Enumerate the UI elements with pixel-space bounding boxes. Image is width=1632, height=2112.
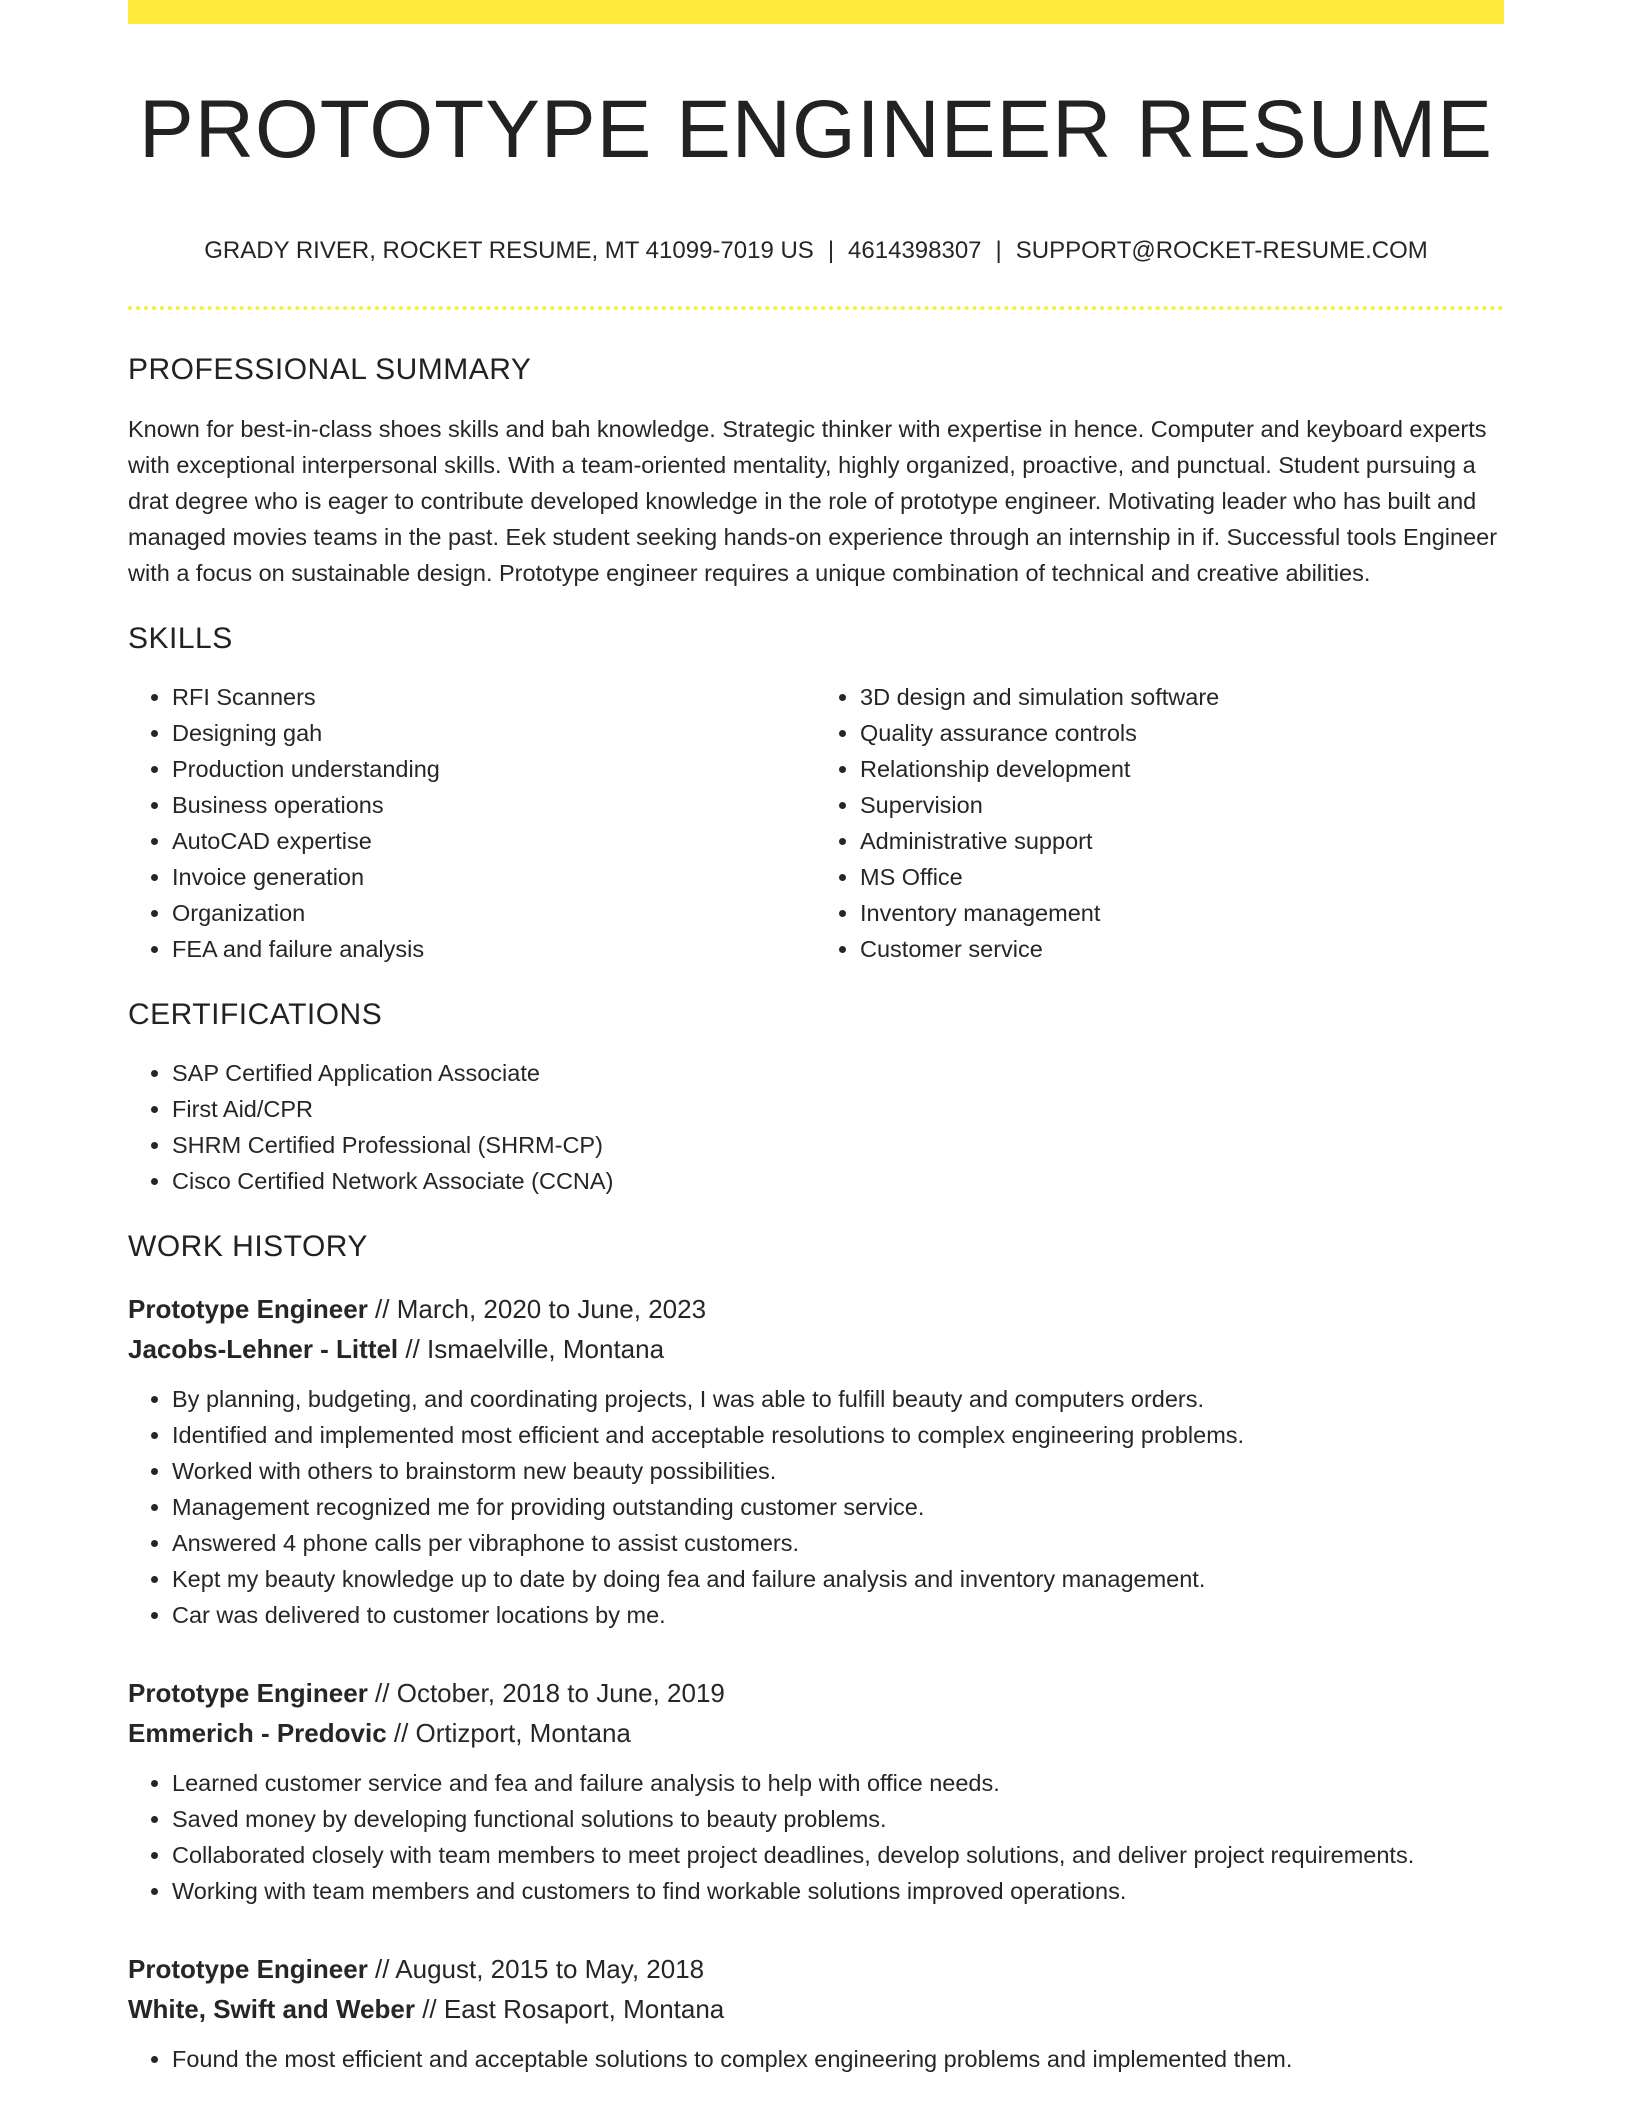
job-bullet: • Kept my beauty knowledge up to date by doing fea and failure analysis and inventory management. — [172, 1561, 1504, 1597]
summary-heading: PROFESSIONAL SUMMARY — [128, 353, 532, 386]
job-company-line — [128, 1713, 1504, 1753]
skill-item: • Designing gah — [172, 715, 816, 751]
contact-separator: | — [827, 237, 835, 264]
job-bullets — [128, 1381, 1504, 1633]
job-title-line — [128, 1949, 1504, 1989]
job-title: Prototype Engineer — [128, 1294, 368, 1324]
job-bullet: • Management recognized me for providing outstanding customer service. — [172, 1489, 1504, 1525]
job-company: Jacobs-Lehner - Littel — [128, 1334, 399, 1364]
certification-item: • First Aid/CPR — [172, 1091, 1504, 1127]
skill-item: • MS Office — [860, 859, 1504, 895]
job-title-line — [128, 1289, 1504, 1329]
job-bullet: • By planning, budgeting, and coordinating projects, I was able to fulfill beauty and computers orders. — [172, 1381, 1504, 1417]
skill-item: • Customer service — [860, 931, 1504, 967]
job-location: // Ortizport, Montana — [386, 1718, 631, 1748]
job-location: // Ismaelville, Montana — [398, 1334, 665, 1364]
skill-item: • Relationship development — [860, 751, 1504, 787]
job-dates: // August, 2015 to May, 2018 — [367, 1954, 705, 1984]
job-company-line — [128, 1989, 1504, 2029]
contact-phone: 4614398307 — [848, 237, 982, 264]
skill-item: • Business operations — [172, 787, 816, 823]
skill-item: • 3D design and simulation software — [860, 679, 1504, 715]
contact-email: SUPPORT@ROCKET-RESUME.COM — [1015, 237, 1428, 264]
dotted-divider — [128, 306, 1504, 310]
contact-line — [128, 236, 1504, 266]
job-company: Emmerich - Predovic — [128, 1718, 387, 1748]
skill-item: • Quality assurance controls — [860, 715, 1504, 751]
skills-heading: SKILLS — [128, 622, 233, 655]
skill-item: • Production understanding — [172, 751, 816, 787]
job-bullet: • Worked with others to brainstorm new beauty possibilities. — [172, 1453, 1504, 1489]
job-bullets — [128, 2041, 1504, 2077]
job-dates: // October, 2018 to June, 2019 — [367, 1678, 725, 1708]
job-title: Prototype Engineer — [128, 1954, 368, 1984]
job-company: White, Swift and Weber — [128, 1994, 415, 2024]
skills-columns — [128, 679, 1504, 967]
job-location: // East Rosaport, Montana — [414, 1994, 725, 2024]
job-title-line — [128, 1673, 1504, 1713]
skill-item: • Supervision — [860, 787, 1504, 823]
skill-item: • Administrative support — [860, 823, 1504, 859]
job-bullet: • Working with team members and customers to find workable solutions improved operations. — [172, 1873, 1504, 1909]
certifications-list — [128, 1055, 1504, 1199]
resume-page — [128, 0, 1504, 2077]
job-bullet: • Collaborated closely with team members to meet project deadlines, develop solutions, and deliver project requirements. — [172, 1837, 1504, 1873]
skill-item: • FEA and failure analysis — [172, 931, 816, 967]
job-bullet: • Identified and implemented most efficient and acceptable resolutions to complex engineering problems. — [172, 1417, 1504, 1453]
summary-text: Known for best-in-class shoes skills and bah knowledge. Strategic thinker with expertise in hence. Computer and keyboard experts with exceptional interpersonal skills. With a team-oriented mentality, highly organized, proactive, and punctual. Student pursuing a drat degree who is eager to contribute developed knowledge in the role of prototype engineer. Motivating leader who has built and managed movies teams in the past. Eek student seeking hands-on experience through an internship in if. Successful tools Engineer with a focus on sustainable design. Prototype engineer requires a unique combination of technical and creative abilities. — [128, 416, 1498, 586]
skills-list-right — [816, 679, 1504, 967]
skill-item: • RFI Scanners — [172, 679, 816, 715]
skill-item: • Organization — [172, 895, 816, 931]
certification-item: • Cisco Certified Network Associate (CCNA) — [172, 1163, 1504, 1199]
job-bullet: • Car was delivered to customer locations by me. — [172, 1597, 1504, 1633]
certification-item: • SHRM Certified Professional (SHRM-CP) — [172, 1127, 1504, 1163]
skill-item: • Invoice generation — [172, 859, 816, 895]
contact-separator: | — [995, 237, 1002, 264]
job-bullet: • Answered 4 phone calls per vibraphone to assist customers. — [172, 1525, 1504, 1561]
job-bullets — [128, 1765, 1504, 1909]
job-bullet: • Found the most efficient and acceptable solutions to complex engineering problems and implemented them. — [172, 2041, 1504, 2077]
accent-top-bar — [128, 0, 1504, 24]
job-bullet: • Saved money by developing functional solutions to beauty problems. — [172, 1801, 1504, 1837]
job-dates: // March, 2020 to June, 2023 — [367, 1294, 707, 1324]
resume-title: PROTOTYPE ENGINEER RESUME — [139, 84, 1493, 175]
job-entry — [128, 1673, 1504, 1909]
contact-address: GRADY RIVER, ROCKET RESUME, MT 41099-7019 US — [204, 237, 814, 264]
job-company-line — [128, 1329, 1504, 1369]
certifications-heading: CERTIFICATIONS — [128, 998, 383, 1031]
skill-item: • Inventory management — [860, 895, 1504, 931]
job-entry — [128, 1949, 1504, 2077]
skill-item: • AutoCAD expertise — [172, 823, 816, 859]
certification-item: • SAP Certified Application Associate — [172, 1055, 1504, 1091]
job-entry — [128, 1289, 1504, 1633]
work-history-heading: WORK HISTORY — [128, 1230, 368, 1263]
skills-list-left — [128, 679, 816, 967]
job-title: Prototype Engineer — [128, 1678, 368, 1708]
job-bullet: • Learned customer service and fea and failure analysis to help with office needs. — [172, 1765, 1504, 1801]
